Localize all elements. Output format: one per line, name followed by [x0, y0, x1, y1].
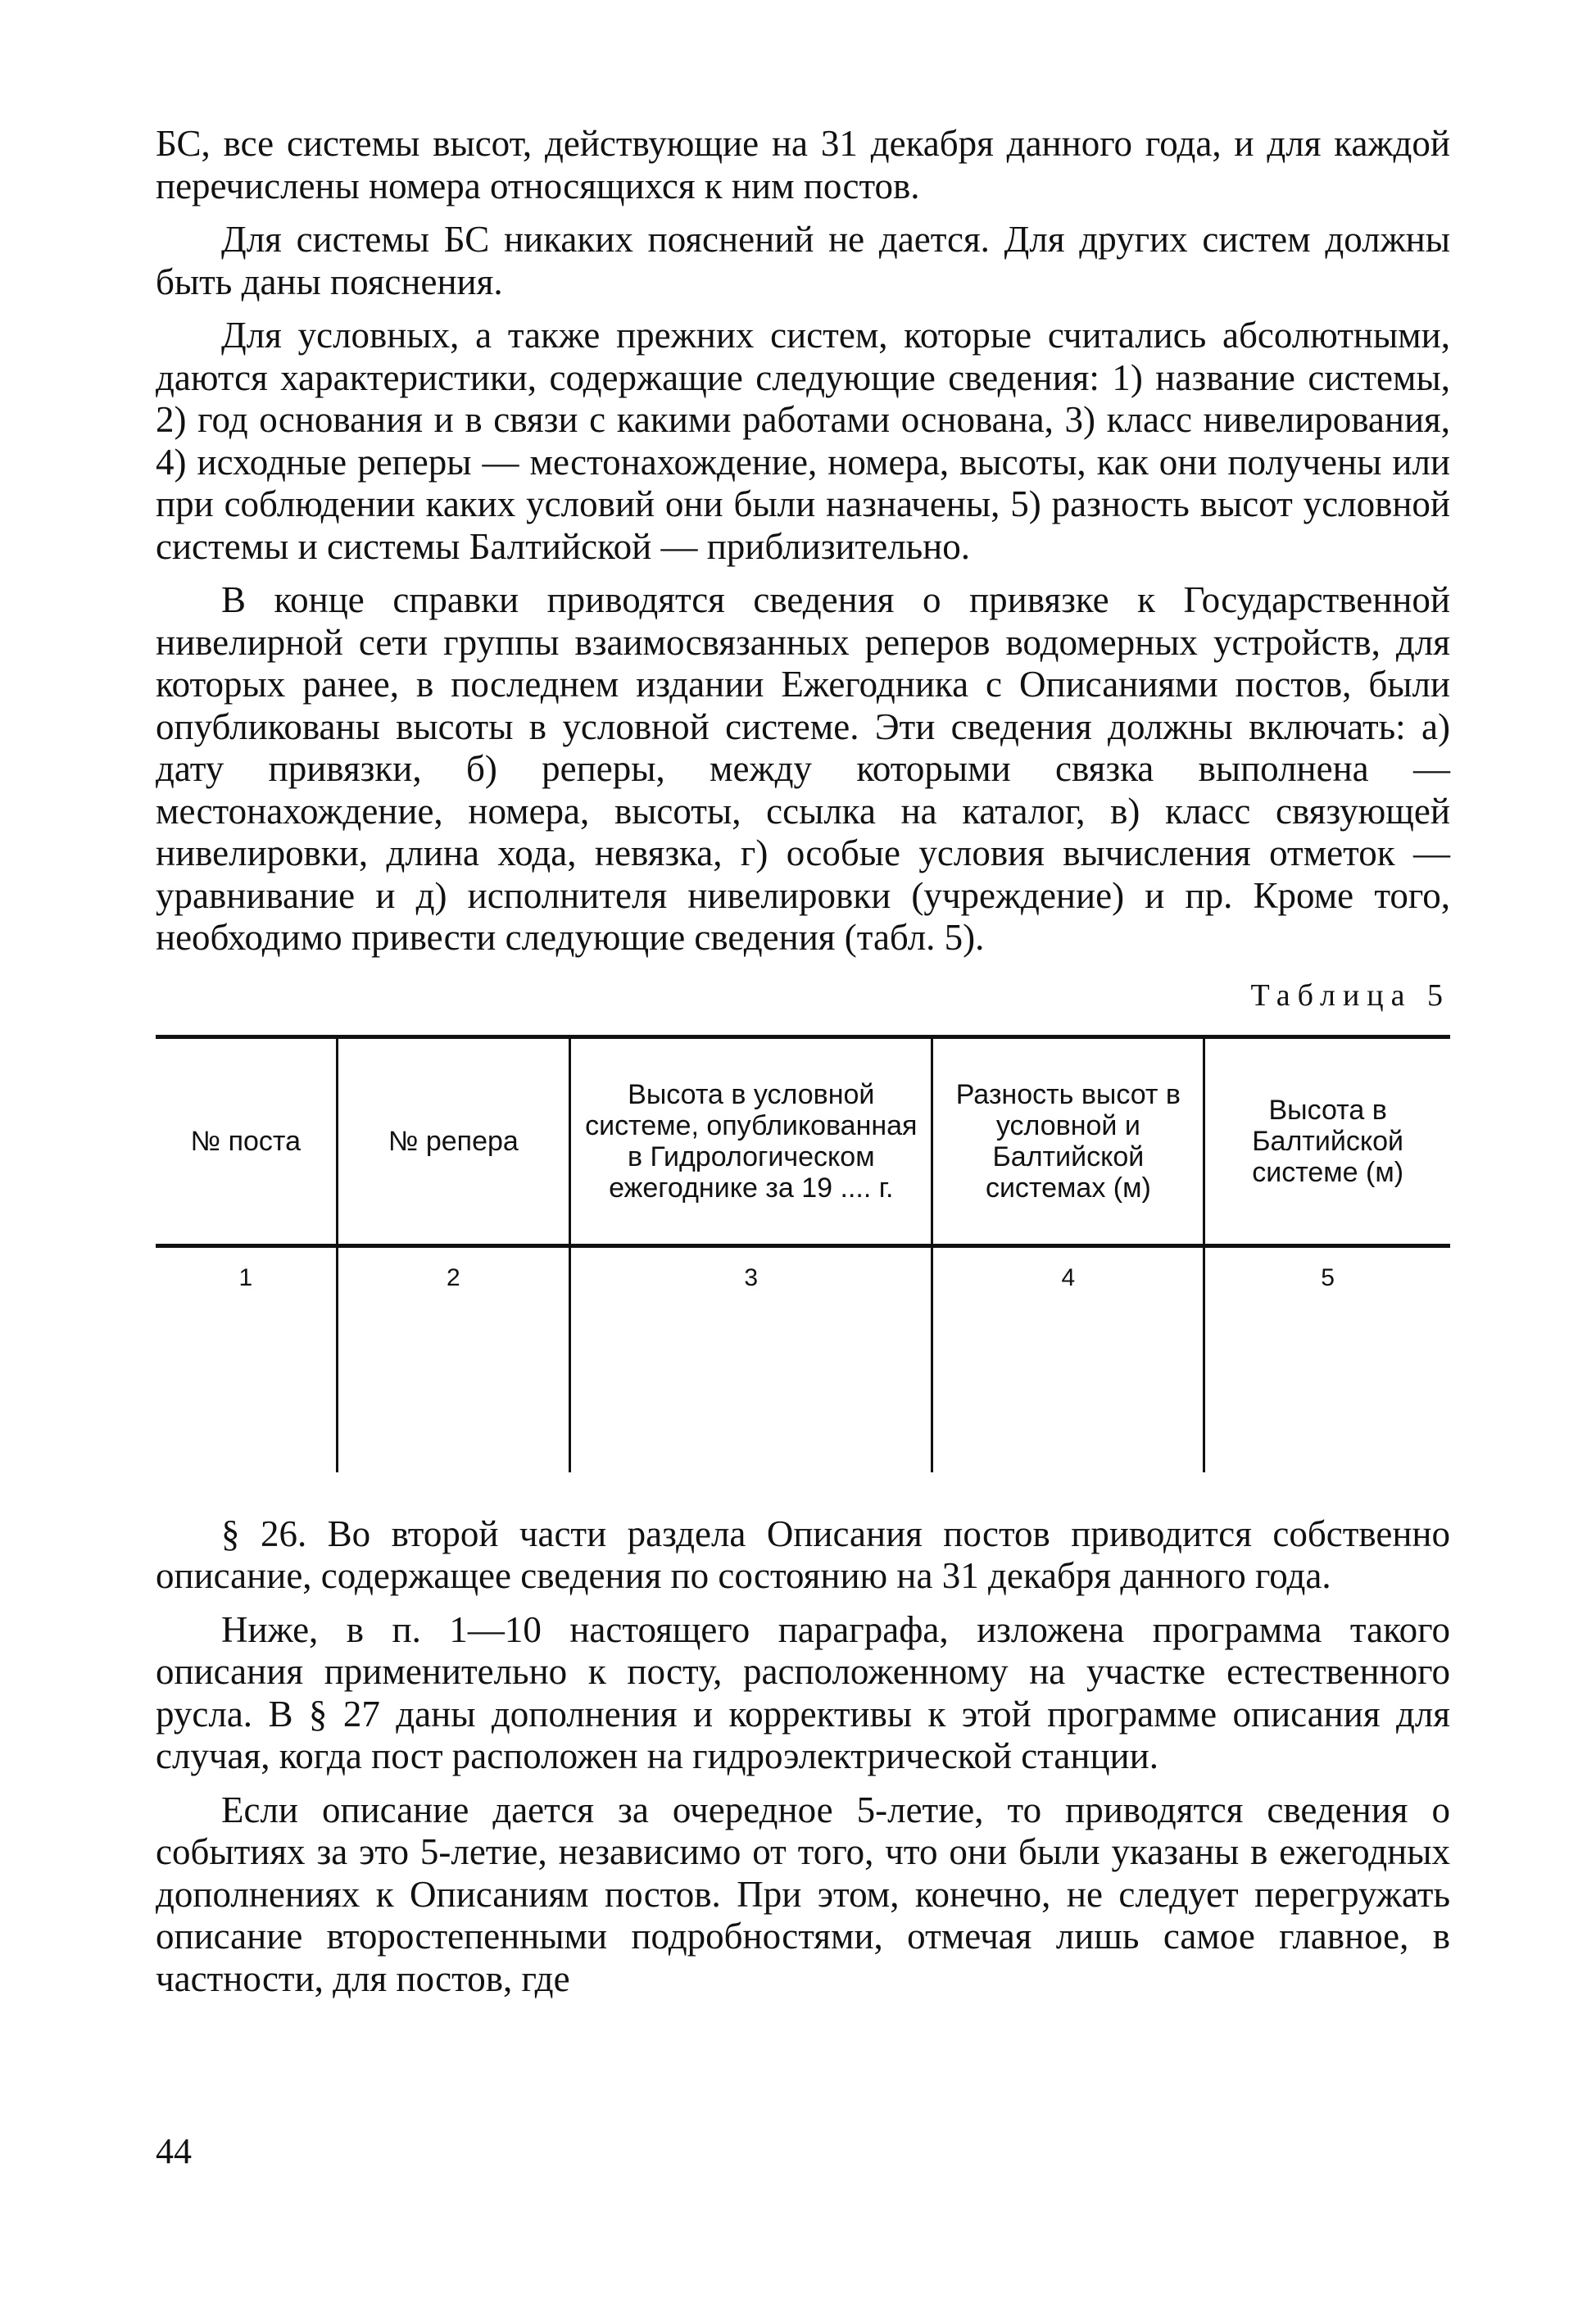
column-number: 4	[932, 1245, 1204, 1472]
paragraph: Для системы БС никаких пояснений не дается. Для других систем должны быть даны пояснения.	[156, 219, 1450, 302]
paragraph: В конце справки приводятся сведения о привязке к Государственной нивелирной сети группы взаимосвязанных реперов водомерных устройств, для которых ранее, в последнем издании Ежегодника с Описаниями постов, были опубликованы высоты в условной системе. Эти сведения должны включать: а) дату привязки, б) реперы, между которыми связка выполнена — местонахождение, номера, высоты, ссылка на каталог, в) класс связующей нивелировки, длина хода, невязка, г) особые условия вычисления отметок — уравнивание и д) исполнителя нивелировки (учреждение) и пр. Кроме того, необходимо привести следующие сведения (табл. 5).	[156, 579, 1450, 958]
page-body	[156, 123, 1450, 2011]
paragraph: Ниже, в п. 1—10 настоящего параграфа, изложена программа такого описания применительно к посту, расположенному на участке естественного русла. В § 27 даны дополнения и коррективы к этой программе описания для случая, когда пост расположен на гидроэлектрической станции.	[156, 1608, 1450, 1776]
header-benchmark-number: № репера	[337, 1036, 569, 1245]
table-row	[156, 1245, 1450, 1472]
column-number: 2	[337, 1245, 569, 1472]
table-caption: Таблица 5	[1250, 977, 1450, 1013]
header-conditional-height: Высота в условной системе, опубликованная в Гидрологическом ежегоднике за 19 .... г.	[570, 1036, 932, 1245]
header-post-number: № поста	[156, 1036, 337, 1245]
paragraph: Для условных, а также прежних систем, которые считались абсолютными, даются характеристики, содержащие следующие сведения: 1) название системы, 2) год основания и в связи с какими работами основана, 3) класс нивелирования, 4) исходные реперы — местонахождение, номера, высоты, как они получены или при соблюдении каких условий они были назначены, 5) разность высот условной системы и системы Балтийской — приблизительно.	[156, 315, 1450, 567]
header-baltic-height: Высота в Балтийской системе (м)	[1204, 1036, 1450, 1245]
column-number: 1	[238, 1263, 253, 1291]
data-table	[156, 1035, 1450, 1472]
column-number: 3	[570, 1245, 932, 1472]
header-height-difference: Разность высот в условной и Балтийской системах (м)	[932, 1036, 1204, 1245]
table-header-row	[156, 1036, 1450, 1245]
paragraph: § 26. Во второй части раздела Описания постов приводится собственно описание, содержащее сведения по состоянию на 31 декабря данного года.	[156, 1512, 1450, 1596]
paragraph: БС, все системы высот, действующие на 31 декабря данного года, и для каждой перечислены номера относящихся к ним постов.	[156, 123, 1450, 206]
paragraph: Если описание дается за очередное 5-летие, то приводятся сведения о событиях за это 5-летие, независимо от того, что они были указаны в ежегодных дополнениях к Описаниям постов. При этом, конечно, не следует перегружать описание второстепенными подробностями, отмечая лишь самое главное, в частности, для постов, где	[156, 1789, 1450, 1999]
column-number: 5	[1204, 1245, 1450, 1472]
page-number: 44	[156, 2131, 192, 2171]
